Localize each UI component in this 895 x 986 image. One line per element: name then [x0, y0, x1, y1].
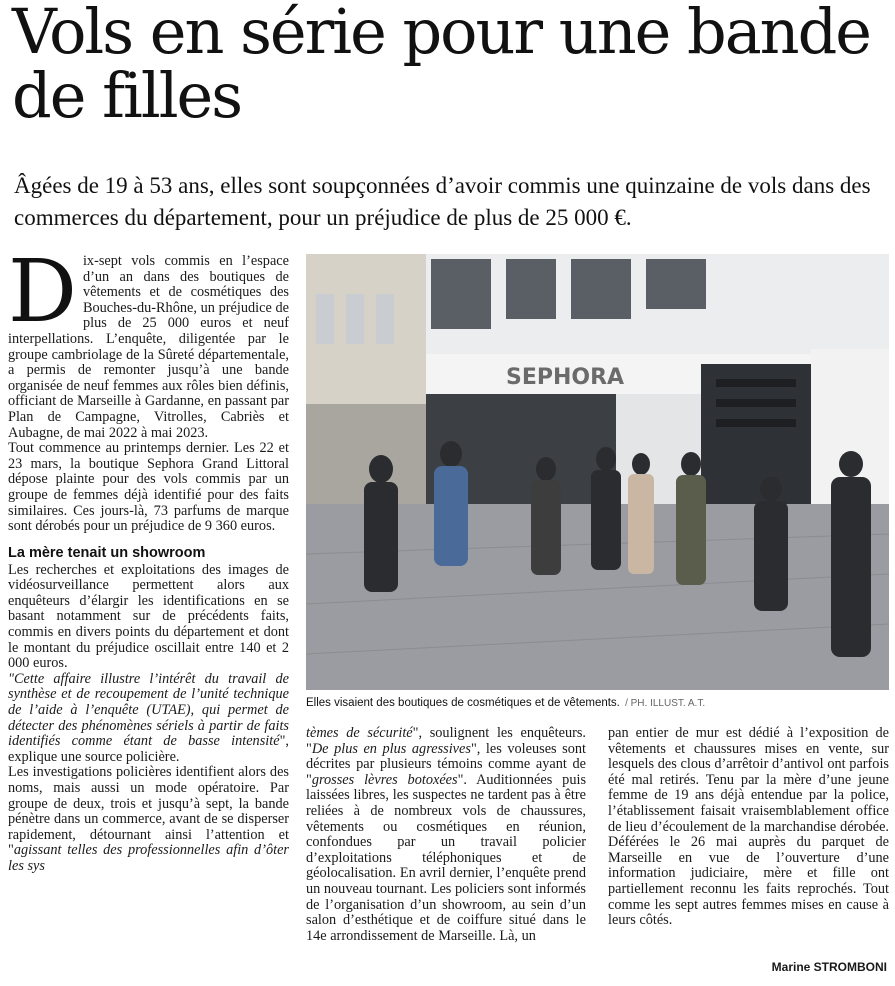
column-3 — [608, 726, 889, 929]
headline: Vols en série pour une bande de filles — [12, 0, 870, 132]
quote-text: grosses lèvres botoxées — [311, 771, 458, 788]
paragraph-text: ", soulignent les enquêteurs. " — [306, 725, 586, 757]
quote-paragraph — [8, 672, 289, 766]
author-signature: Marine STROMBONI — [771, 960, 887, 974]
paragraph-text: ". Auditionnées puis laissées libres, les suspectes ne tardent pas à être reliées à de nombreux vols de chaussures, vêtements ou cosmétiques en réunion, confondues par un travail policier d’exploitations téléphoniques et de géolocalisation. En avril dernier, l’enquête prend un nouveau tournant. Les policiers sont informés de l’organisation d’un showroom, au sein d’un salon d’esthétique et de coiffure situé dans le 14e arrondissement de Marseille. Là, un — [306, 771, 587, 944]
paragraph: pan entier de mur est dédié à l’exposition de vêtements et chaussures mises en vente, sur lesquels des clous d’arrêtoir d’antivol ont parfois été mal retirés. Tenu par la mère d’une jeune femme de 19 ans déjà entendue par la police, l’établissement faisait vraisemblablement office de lieu d’écoulement de la marchandise dérobée. Déférées le 26 mai auprès du parquet de Marseille en vue de l’ouverture d’une information judiciaire, mère et fille ont partiellement reconnu les faits reprochés. Tout comme les sept autres femmes mises en cause à leurs côtés. — [608, 725, 889, 929]
paragraph — [8, 765, 289, 874]
drop-cap: D — [8, 242, 77, 342]
photo-credit: / PH. ILLUST. A.T. — [625, 698, 706, 709]
column-1 — [8, 242, 289, 875]
quote-text: De plus en plus agressives — [311, 740, 471, 757]
paragraph-text: Les investigations policières identifient alors des noms, mais aussi un mode opératoire. Par groupe de deux, trois et jusqu’à sept, la bande pénètre dans un commerce, avant de se disperser rapidement, détournant ainsi l’attention et " — [8, 764, 289, 859]
store-sign: SEPHORA — [506, 365, 625, 390]
column-2 — [306, 726, 586, 944]
quote-text: tèmes de sécurité — [306, 725, 413, 741]
article-photo — [306, 254, 889, 690]
paragraph-text: ", les voleuses sont décrites par plusieurs témoins comme ayant de " — [306, 740, 586, 788]
paragraph: Les recherches et exploitations des images de vidéosurveillance permettent alors aux enquêteurs d’élargir les identifications en se basant notamment sur de précédents faits, commis en divers points du département et dont le montant du préjudice oscillait entre 140 et 2 000 euros. — [8, 561, 289, 672]
photo-caption — [306, 697, 889, 709]
quote-text: "Cette affaire illustre l’intérêt du travail de synthèse et de recoupement de l’unité technique de l’aide à l’enquête (UTAE), qui permet de détecter des phénomènes sériels à partir de faits identifiés comme étant de basse intensité — [8, 670, 289, 750]
paragraph: ix-sept vols commis en l’espace d’un an dans des boutiques de vêtements et de cosmétiques des Bouches-du-Rhône, un préjudice de plus de 25 000 euros et neuf interpellations. L’enquête, diligentée par le groupe cambriolage de la Sûreté départementale, a permis de remonter jusqu’à une bande organisée de neuf femmes aux rôles bien définis, officiant de Marseille à Gardanne, en passant par Plan de Campagne, Vitrolles, Cabriès et Aubagne, de mai 2022 à mai 2023. — [8, 253, 289, 441]
paragraph — [306, 726, 586, 944]
caption-text: Elles visaient des boutiques de cosmétiques et de vêtements. — [306, 697, 620, 709]
paragraph: Tout commence au printemps dernier. Les 22 et 23 mars, la boutique Sephora Grand Littoral dépose plainte pour des vols commis par un groupe de femmes déjà identifié pour des faits similaires. Ces jours-là, 73 parfums de marque sont dérobés pour un préjudice de 9 360 euros. — [8, 440, 289, 535]
street-scene-illustration — [306, 254, 889, 690]
quote-text: agissant telles des professionnelles afin d’ôter les sys — [8, 842, 289, 874]
intertitle: La mère tenait un showroom — [8, 544, 206, 561]
subhead: Âgées de 19 à 53 ans, elles sont soupçonnées d’avoir commis une quinzaine de vols dans des commerces du département, pour un préjudice de plus de 25 000 €. — [14, 173, 871, 230]
quote-attribution: ", explique une source policière. — [8, 733, 289, 765]
